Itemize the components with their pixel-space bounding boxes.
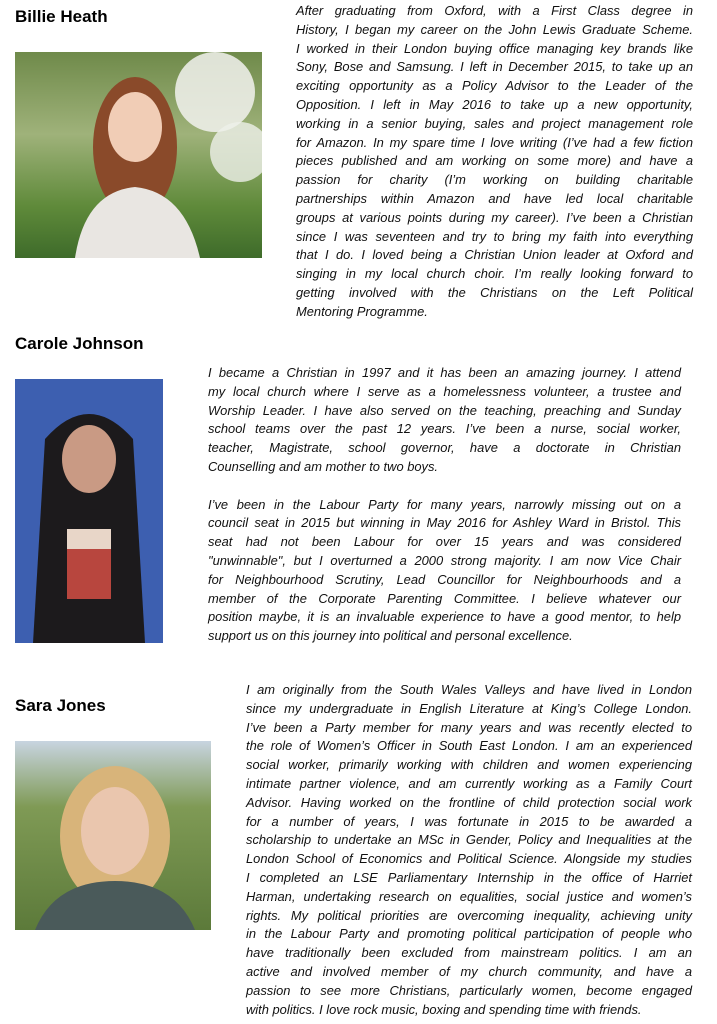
profile-bio — [296, 2, 693, 322]
profile-bio — [208, 364, 681, 646]
bio-line: Advisor. Having worked on the frontline of child protection social work — [246, 794, 692, 810]
portrait-photo — [15, 741, 211, 930]
bio-line: have traditionally been excluded from mainstream politics. I am an — [246, 945, 692, 961]
bio-line: passion to see more Christians, particularly women, become engaged — [246, 982, 692, 998]
bio-line: groups at various points during my career). I’ve been a Christian — [296, 209, 693, 225]
bio-line: singing in my local church choir. I’m really looking forward to — [296, 266, 693, 282]
profile-name: Carole Johnson — [15, 334, 144, 353]
bio-line: active and involved member of my church community, and have a — [246, 963, 692, 979]
bio-line: the role of Women’s Officer in South East London. I am an experienced — [246, 738, 692, 754]
bio-line: for Neighbourhood Scrutiny, Lead Councillor for Neighbourhoods and a — [208, 571, 681, 587]
bio-line: teacher, Magistrate, school governor, have a doctorate in Christian — [208, 440, 681, 456]
bio-line: pieces published and am working on some more) and have a — [296, 153, 693, 169]
bio-line: getting involved with the Christians on the Left Political — [296, 284, 693, 300]
bio-line: After graduating from Oxford, with a First Class degree in — [296, 3, 693, 18]
bio-line: I’ve been in the Labour Party for many years, narrowly missing out on a — [208, 496, 681, 512]
bio-line: council seat in 2015 but winning in May 2016 for Ashley Ward in Bristol. This — [208, 515, 681, 531]
bio-line: intimate partner violence, and am currently working as a Family Court — [246, 775, 692, 791]
bio-line: in the Labour Party and promoting political participation of people who — [246, 926, 692, 942]
bio-line: London School of Economics and Political Science. Alongside my studies — [246, 851, 692, 867]
bio-line: social worker, primarily working with children and women experiencing — [246, 757, 692, 773]
bio-line: school teams over the past 12 years. I’ve been a nurse, social worker, — [208, 421, 681, 437]
bio-line: working in a senior buying, sales and project management role — [296, 115, 693, 131]
bio-line: Worship Leader. I have also served on the teaching, preaching and Sunday — [208, 402, 681, 418]
bio-line: for Amazon. In my spare time I love writing (I’ve had a few fiction — [296, 134, 693, 150]
bio-line: member of the Corporate Parenting Committee. I believe whatever our — [208, 590, 681, 606]
bio-line: Mentoring Programme. — [296, 303, 428, 319]
bio-line: for a number of years, I was fortunate in 2015 to be awarded a — [246, 813, 692, 829]
bio-line: Opposition. I left in May 2016 to take up a new opportunity, — [296, 96, 693, 112]
bio-line: partnerships within Amazon and have led local charitable — [296, 190, 693, 206]
profile-name: Sara Jones — [15, 696, 106, 715]
bio-line: rights. My political priorities are overcoming inequality, achieving unity — [246, 907, 692, 923]
bio-line: passion for charity (I’m working on building charitable — [296, 172, 693, 188]
bio-line: scholarship to undertake an MSc in Gender, Policy and Inequalities at the — [246, 832, 692, 848]
bio-line: support us on this journey into political and personal excellence. — [208, 628, 573, 644]
bio-line: Harman, undertaking research on equalities, social justice and women’s — [246, 888, 692, 904]
profile-name: Billie Heath — [15, 7, 108, 26]
bio-line: with politics. I love rock music, boxing and spending time with friends. — [246, 1001, 642, 1017]
bio-line: Sony, Bose and Samsung. I left in December 2015, to take up an — [296, 59, 693, 75]
bio-line: Counselling and am mother to two boys. — [208, 458, 439, 474]
bio-line: since I was seventeen and try to bring my faith into everything — [296, 228, 693, 244]
portrait-photo — [15, 52, 262, 258]
bio-line: I completed an LSE Parliamentary Internship in the office of Harriet — [246, 869, 692, 885]
bio-line: exciting opportunity as a Policy Advisor to the Leader of the — [296, 78, 693, 94]
bio-line: I worked in their London buying office managing key brands like — [296, 40, 693, 56]
bio-line: I’ve been a Party member for many years and was recently elected to — [246, 719, 692, 735]
bio-line: "unwinnable", but I overturned a 2000 strong majority. I am now Vice Chair — [208, 552, 681, 568]
bio-line: my local church where I serve as a homelessness volunteer, a trustee and — [208, 383, 681, 399]
profile-bio — [246, 681, 692, 1019]
bio-line: seat had not been Labour for over 15 years and was considered — [208, 534, 681, 550]
bio-line: since my undergraduate in English Literature at King’s College London. — [246, 700, 692, 716]
bio-line: position maybe, it is an invaluable experience to have a good mentor, to help — [208, 609, 681, 625]
paragraph-gap — [208, 477, 681, 496]
portrait-photo — [15, 379, 163, 643]
bio-line: that I do. I loved being a Christian Union leader at Oxford and — [296, 247, 693, 263]
bio-line: History, I began my career on the John Lewis Graduate Scheme. — [296, 21, 693, 37]
bio-line: I am originally from the South Wales Valleys and have lived in London — [246, 682, 692, 697]
bio-line: I became a Christian in 1997 and it has been an amazing journey. I attend — [208, 365, 681, 380]
